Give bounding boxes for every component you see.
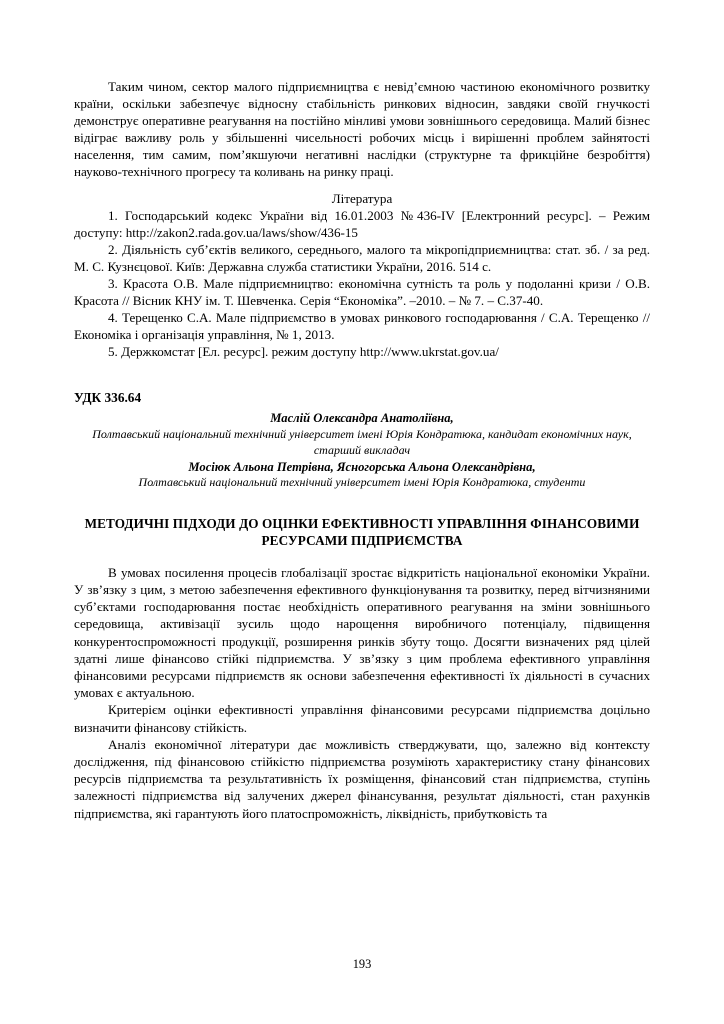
page-number: 193 <box>352 957 372 971</box>
body-paragraph: Критерієм оцінки ефективності управління фінансовими ресурсами підприємства доцільно визначити фінансову стійкість. <box>74 702 650 735</box>
body-paragraph: В умовах посилення процесів глобалізації зростає відкритість національної економіки України. У зв’язку з цим, з метою забезпечення ефективного функціонування та розвитку, перед вітчизняними суб’єктами господарювання постає необхідність оперативного реагування на зміни зовнішнього середовища, активізації зусиль щодо нарощення виробничого потенціалу, підвищення конкурентоспроможності продукції, розширення ринків збуту тощо. Досягти визначених ряд цілей здатні лише фінансово стійкі підприємства. У зв’язку з цим проблема ефективного управління фінансовими ресурсами підприємств як основи забезпечення ефективності їх діяльності в сучасних умовах є актуальною. <box>74 564 650 701</box>
reference-item: 4. Терещенко С.А. Мале підприємство в умовах ринкового господарювання / С.А. Терещенко // Економіка і організація управління, № 1, 2013. <box>74 310 650 343</box>
intro-paragraph: Таким чином, сектор малого підприємництва є невід’ємною частиною економічного розвитку країни, оскільки забезпечує відносну стабільність ринкових відносин, завдяки своїй гнучкості демонструє оперативне реагування на постійно мінливі умови зовнішнього середовища. Малий бізнес відіграє важливу роль у збільшенні чисельності робочих місць і вирішенні проблем зайнятості населення, тим самим, пом’якшуючи негативні наслідки (структурне та фрикційне безробіття) науково-технічного прогресу та коливань на ринку праці. <box>74 79 650 180</box>
reference-item: 2. Діяльність суб’єктів великого, середнього, малого та мікропідприємництва: стат. зб. / за ред. М. С. Кузнєцової. Київ: Державна служба статистики України, 2016. 514 с. <box>74 242 650 275</box>
author-name: Маслій Олександра Анатоліївна, <box>270 411 454 426</box>
udk-code: УДК 336.64 <box>74 390 142 406</box>
references-heading: Література <box>331 191 393 207</box>
author-affiliation: Полтавський національний технічний університет імені Юрія Кондратюка, студенти <box>138 475 586 490</box>
body-paragraph: Аналіз економічної літератури дає можливість стверджувати, що, залежно від контексту дослідження, під фінансовою стійкістю підприємства розуміють характеристику стану фінансових ресурсів підприємства та результативність їх розміщення, фінансовий стан підприємства, ступінь залежності підприємства від залучених джерел фінансування, результат діяльності, стан рахунків підприємства, які гарантують його платоспроможність, ліквідність, прибутковість та <box>74 736 650 821</box>
reference-item: 1. Господарський кодекс України від 16.01.2003 №436-IV [Електронний ресурс]. – Режим доступу: http://zakon2.rada.gov.ua/laws/show/436-15 <box>74 208 650 241</box>
author-name: Мосіюк Альона Петрівна, Ясногорська Альона Олександрівна, <box>188 459 536 474</box>
author-affiliation: Полтавський національний технічний університет імені Юрія Кондратюка, кандидат економічних наук, старший викладач <box>92 426 632 457</box>
reference-item: 5. Держкомстат [Ел. ресурс]. режим доступу http://www.ukrstat.gov.ua/ <box>108 344 499 360</box>
article-title: МЕТОДИЧНІ ПІДХОДИ ДО ОЦІНКИ ЕФЕКТИВНОСТІ УПРАВЛІННЯ ФІНАНСОВИМИ РЕСУРСАМИ ПІДПРИЄМСТВА <box>84 515 640 549</box>
reference-item: 3. Красота О.В. Мале підприємництво: економічна сутність та роль у подоланні кризи / О.В. Красота // Вісник КНУ ім. Т. Шевченка. Серія “Економіка”. –2010. – № 7. – С.37-40. <box>74 276 650 309</box>
